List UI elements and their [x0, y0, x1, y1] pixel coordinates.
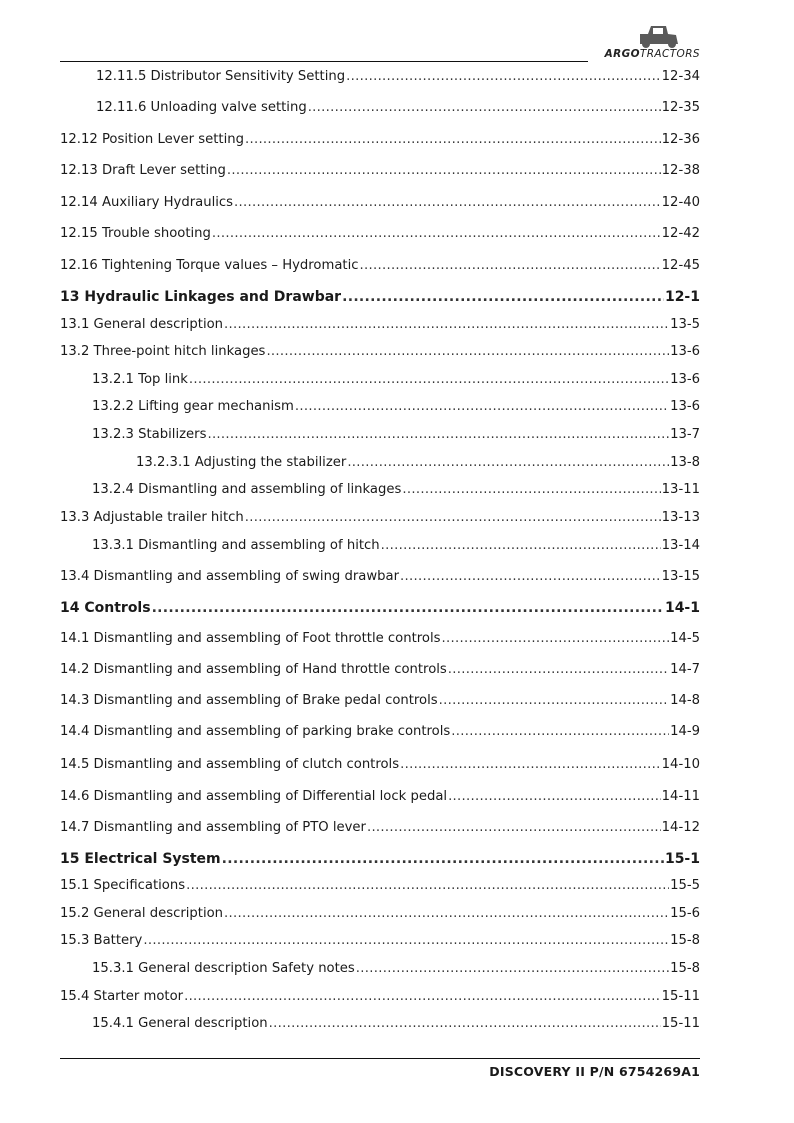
- toc-entry[interactable]: [60, 509, 700, 527]
- toc-entry[interactable]: [60, 723, 700, 741]
- toc-entry-page: 15-11: [661, 989, 700, 1004]
- brand-light: TRACTORS: [639, 48, 700, 60]
- toc-entry-page: 15-8: [670, 961, 700, 976]
- toc-entry[interactable]: [60, 257, 700, 275]
- toc-entry-page: 12-38: [661, 163, 700, 178]
- toc-entry[interactable]: [60, 454, 700, 472]
- toc-dot-leader: [245, 509, 661, 527]
- toc-entry-title: 13.2 Three-point hitch linkages: [60, 344, 266, 359]
- toc-entry[interactable]: [60, 877, 700, 895]
- toc-dot-leader: [442, 630, 670, 648]
- toc-dot-leader: [207, 426, 669, 444]
- toc-dot-leader: [143, 932, 669, 950]
- toc-entry-page: 14-1: [664, 600, 700, 616]
- toc-entry[interactable]: [60, 692, 700, 710]
- argo-tractors-logo: [585, 22, 700, 62]
- toc-entry[interactable]: [60, 194, 700, 212]
- toc-entry-title: 14.7 Dismantling and assembling of PTO lever: [60, 820, 366, 835]
- toc-entry-title: 13.2.1 Top link: [92, 372, 188, 387]
- toc-entry-page: 13-11: [661, 482, 700, 497]
- toc-entry-title: 15.3.1 General description Safety notes: [92, 961, 355, 976]
- toc-entry-title: 14.5 Dismantling and assembling of clutch controls: [60, 757, 400, 772]
- toc-entry-title: 12.12 Position Lever setting: [60, 132, 244, 147]
- toc-entry[interactable]: [60, 756, 700, 774]
- toc-entry-title: 13.2.3 Stabilizers: [92, 427, 207, 442]
- toc-entry[interactable]: [60, 371, 700, 389]
- toc-dot-leader: [245, 131, 661, 149]
- toc-entry-page: 12-1: [664, 289, 700, 305]
- toc-entry-page: 15-1: [664, 851, 700, 867]
- footer-part-number: DISCOVERY II P/N 6754269A1: [489, 1064, 700, 1079]
- toc-entry-title: 12.13 Draft Lever setting: [60, 163, 226, 178]
- toc-entry-page: 12-34: [661, 69, 700, 84]
- toc-entry-title: 14.1 Dismantling and assembling of Foot throttle controls: [60, 631, 441, 646]
- toc-entry-page: 14-8: [670, 693, 700, 708]
- toc-dot-leader: [152, 599, 664, 617]
- toc-entry[interactable]: [60, 343, 700, 361]
- toc-chapter-entry[interactable]: [60, 599, 700, 617]
- toc-dot-leader: [227, 162, 661, 180]
- toc-entry-title: 12.11.5 Distributor Sensitivity Setting: [96, 69, 346, 84]
- toc-entry-page: 12-40: [661, 195, 700, 210]
- toc-entry-title: 13.2.4 Dismantling and assembling of linkages: [92, 482, 402, 497]
- toc-entry-title: 13.1 General description: [60, 317, 224, 332]
- toc-chapter-entry[interactable]: [60, 850, 700, 868]
- toc-entry[interactable]: [60, 661, 700, 679]
- toc-entry-page: 12-45: [661, 258, 700, 273]
- toc-entry-page: 14-12: [661, 820, 700, 835]
- toc-entry-title: 14.4 Dismantling and assembling of parking brake controls: [60, 724, 451, 739]
- toc-entry-page: 12-35: [661, 100, 700, 115]
- toc-entry-page: 13-5: [670, 317, 700, 332]
- toc-entry-page: 13-8: [670, 455, 700, 470]
- toc-entry[interactable]: [60, 426, 700, 444]
- toc-entry-page: 15-11: [661, 1016, 700, 1031]
- toc-dot-leader: [347, 454, 669, 472]
- toc-entry-title: 12.16 Tightening Torque values – Hydromatic: [60, 258, 359, 273]
- toc-entry[interactable]: [60, 932, 700, 950]
- toc-entry-page: 12-36: [661, 132, 700, 147]
- toc-entry-title: 15.4.1 General description: [92, 1016, 268, 1031]
- toc-entry-title: 14 Controls: [60, 600, 151, 616]
- toc-entry-title: 13.4 Dismantling and assembling of swing drawbar: [60, 569, 400, 584]
- toc-dot-leader: [367, 819, 661, 837]
- brand-bold: ARGO: [604, 48, 640, 60]
- toc-dot-leader: [295, 398, 669, 416]
- toc-dot-leader: [451, 723, 669, 741]
- toc-entry-page: 14-7: [670, 662, 700, 677]
- toc-dot-leader: [186, 877, 669, 895]
- toc-dot-leader: [356, 960, 669, 978]
- toc-entry-title: 12.15 Trouble shooting: [60, 226, 211, 241]
- toc-dot-leader: [448, 788, 661, 806]
- toc-entry[interactable]: [60, 68, 700, 86]
- toc-dot-leader: [400, 568, 661, 586]
- toc-dot-leader: [266, 343, 669, 361]
- toc-entry[interactable]: [60, 537, 700, 555]
- toc-entry[interactable]: [60, 131, 700, 149]
- toc-entry-page: 14-9: [670, 724, 700, 739]
- toc-entry-title: 13 Hydraulic Linkages and Drawbar: [60, 289, 342, 305]
- toc-dot-leader: [402, 481, 660, 499]
- toc-entry[interactable]: [60, 481, 700, 499]
- toc-entry[interactable]: [60, 819, 700, 837]
- toc-dot-leader: [439, 692, 669, 710]
- toc-entry-page: 15-6: [670, 906, 700, 921]
- toc-entry-page: 13-6: [670, 399, 700, 414]
- toc-dot-leader: [342, 288, 664, 306]
- toc-entry-title: 14.2 Dismantling and assembling of Hand throttle controls: [60, 662, 447, 677]
- toc-dot-leader: [212, 225, 661, 243]
- toc-entry-page: 15-8: [670, 933, 700, 948]
- toc-entry[interactable]: [60, 1015, 700, 1033]
- toc-entry-title: 13.2.2 Lifting gear mechanism: [92, 399, 294, 414]
- toc-dot-leader: [400, 756, 661, 774]
- toc-dot-leader: [381, 537, 661, 555]
- toc-entry[interactable]: [60, 225, 700, 243]
- toc-entry[interactable]: [60, 788, 700, 806]
- toc-entry-page: 13-13: [661, 510, 700, 525]
- toc-dot-leader: [224, 905, 669, 923]
- toc-entry-title: 12.14 Auxiliary Hydraulics: [60, 195, 234, 210]
- toc-entry-title: 13.2.3.1 Adjusting the stabilizer: [136, 455, 347, 470]
- toc-dot-leader: [448, 661, 669, 679]
- toc-dot-leader: [222, 850, 664, 868]
- toc-entry-page: 14-5: [670, 631, 700, 646]
- toc-dot-leader: [269, 1015, 661, 1033]
- toc-entry[interactable]: [60, 398, 700, 416]
- toc-entry-page: 12-42: [661, 226, 700, 241]
- toc-entry[interactable]: [60, 568, 700, 586]
- toc-dot-leader: [224, 316, 669, 334]
- toc-dot-leader: [189, 371, 669, 389]
- toc-dot-leader: [184, 988, 661, 1006]
- toc-entry-title: 15 Electrical System: [60, 851, 221, 867]
- toc-entry[interactable]: [60, 630, 700, 648]
- toc-entry-title: 12.11.6 Unloading valve setting: [96, 100, 307, 115]
- toc-entry-page: 13-6: [670, 344, 700, 359]
- toc-dot-leader: [308, 99, 661, 117]
- toc-entry-title: 15.4 Starter motor: [60, 989, 184, 1004]
- toc-entry-title: 15.2 General description: [60, 906, 224, 921]
- toc-entry-page: 14-10: [661, 757, 700, 772]
- toc-entry-title: 15.3 Battery: [60, 933, 143, 948]
- toc-entry[interactable]: [60, 988, 700, 1006]
- toc-entry-page: 13-14: [661, 538, 700, 553]
- toc-entry-page: 15-5: [670, 878, 700, 893]
- toc-dot-leader: [234, 194, 661, 212]
- brand-wordmark: [605, 48, 700, 60]
- toc-entry[interactable]: [60, 99, 700, 117]
- toc-entry-page: 14-11: [661, 789, 700, 804]
- toc-entry-page: 13-6: [670, 372, 700, 387]
- toc-entry[interactable]: [60, 316, 700, 334]
- tractor-silhouette-icon: [626, 22, 686, 48]
- toc-entry-title: 13.3 Adjustable trailer hitch: [60, 510, 244, 525]
- toc-entry-title: 13.3.1 Dismantling and assembling of hitch: [92, 538, 380, 553]
- toc-entry[interactable]: [60, 960, 700, 978]
- page-header: [60, 20, 700, 62]
- toc-entry-page: 13-15: [661, 569, 700, 584]
- footer-rule: [60, 1058, 700, 1059]
- toc-chapter-entry[interactable]: [60, 288, 700, 306]
- toc-entry-title: 15.1 Specifications: [60, 878, 186, 893]
- toc-entry[interactable]: [60, 905, 700, 923]
- toc-entry-title: 14.3 Dismantling and assembling of Brake pedal controls: [60, 693, 438, 708]
- toc-entry[interactable]: [60, 162, 700, 180]
- header-rule: [60, 61, 588, 62]
- toc-dot-leader: [346, 68, 661, 86]
- toc-dot-leader: [360, 257, 661, 275]
- toc-entry-title: 14.6 Dismantling and assembling of Differential lock pedal: [60, 789, 448, 804]
- toc-entry-page: 13-7: [670, 427, 700, 442]
